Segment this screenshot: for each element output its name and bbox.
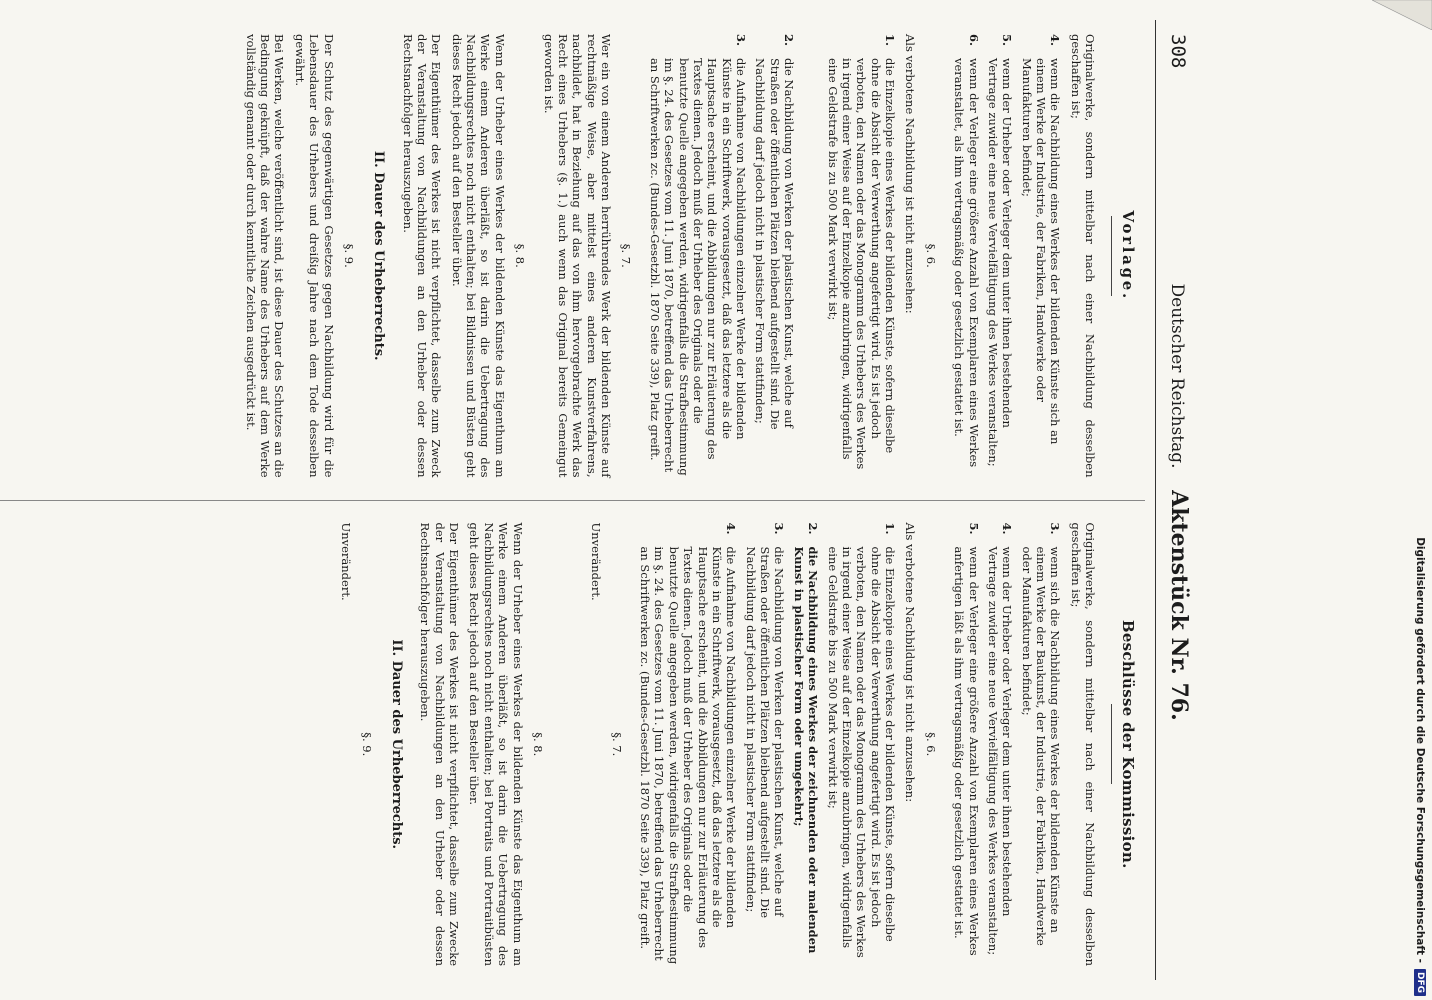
paragraph: Wenn der Urheber eines Werkes der bildenden Künste das Eigenthum am Werke einem Anderen überläßt, so ist darin die Uebertragung des Nachbildungsrechtes noch nicht enthalten; bei Portraits und Portraitbüsten geht dieses Recht jedoch auf den Besteller über. [467,522,525,966]
list-item: 4. die Aufnahme von Nachbildungen einzelner Werke der bildenden Künste in ein Schriftwerk, vorausgesetzt, daß das letztere als die Hauptsache erscheint, und die Abbildungen nur zur Erläuterung des Textes dienen. Jedoch muß der Urheber des Originals oder die benutzte Quelle angegeben werden, widrigenfalls die Strafbestimmung im §. 24. des Gesetzes vom 11. Juni 1870, betreffend das Urheberrecht an Schriftwerken zc. (Bundes-Gesetzbl. 1870 Seite 339), Platz greift. [638,522,739,965]
column-heading-kommission: Beschlüsse der Kommission. [1119,619,1137,869]
list-item: 5. wenn der Verleger eine größere Anzahl von Exemplaren eines Werkes anfertigen läßt als ihm vertragsmäßig oder gesetzlich gestattet ist. [952,522,981,956]
section-6-heading: §. 6. [923,732,938,757]
digitization-stamp [1408,6,1430,996]
part-heading: II. Dauer des Urheberrechts. [389,639,404,850]
section-6-heading: §. 6. [923,243,938,268]
list-item: 1. die Einzelkopie eines Werkes der bildenden Künste, sofern dieselbe ohne die Absicht der Verwerthung angefertigt wird. Es ist jedoch verboten, den Namen oder das Monogramm des Urhebers des Werkes in irgend einer Weise auf der Einzelkopie anzubringen, widrigenfalls eine Geldstrafe bis zu 500 Mark verwirkt ist; [825,34,898,470]
paragraph: Als verbotene Nachbildung ist nicht anzusehen: [903,34,918,314]
list-item: 5. wenn der Urheber oder Verleger dem unter ihnen bestehenden Vertrage zuwider eine neue Vervielfältigung des Werkes veranstalten; [986,34,1015,467]
list-item: 3. die Nachbildung von Werken der plastischen Kunst, welche auf Straßen oder öffentlichen Plätzen bleibend aufgestellt sind. Die Nachbildung darf jedoch nicht in plastischer Form stattfinden; [743,522,787,919]
section-7-heading: §. 7. [609,732,624,757]
page-number: 308 [1167,34,1189,69]
list-item: 2. die Nachbildung eines Werkes der zeichnenden oder malenden Kunst in plastischer Form oder umgekehrt; [791,522,821,954]
paragraph: Originalwerke, sondern mittelbar nach einer Nachbildung desselben geschaffen ist; [1068,522,1098,966]
stamp-text: Digitalisierung gefördert durch die Deutsche Forschungsgemeinschaft - [1414,537,1426,963]
header-title [1166,284,1192,721]
section-9-heading: §. 9. [359,732,374,757]
column-heading-vorlage: Vorlage. [1119,210,1137,301]
section-7-heading: §. 7. [619,243,634,268]
page-header [1155,20,1192,980]
paragraph: Unverändert. [589,522,604,601]
list-item: 4. wenn der Urheber oder Verleger dem unter ihnen bestehenden Vertrage zuwider eine neue Vervielfältigung des Werkes veranstalten; [986,522,1015,956]
paragraph: Wer ein von einem Anderen herrührendes Werk der bildenden Künste auf rechtmäßige Weise, aber mittelst eines anderen Kunstverfahrens, nachbildet, hat in Beziehung auf das von ihm hervorgebrachte Werk das Recht eines Urhebers (§. 1.) auch wenn das Original bereits Gemeingut geworden ist. [541,34,614,478]
section-8-heading: §. 8. [531,732,545,757]
list-item: 3. die Aufnahme von Nachbildungen einzelner Werke der bildenden Künste in ein Schriftwerk, vorausgesetzt, daß das letztere als die Hauptsache erscheint, und die Abbildungen nur zur Erläuterung des Textes dienen. Jedoch muß der Urheber des Originals oder die benutzte Quelle angegeben werden, widrigenfalls die Strafbestimmung im §. 24. des Gesetzes vom 11. Juni 1870, betreffend das Urheberrecht an Schriftwerken zc. (Bundes-Gesetzbl. 1870 Seite 339), Platz greift. [647,34,749,476]
list-item: 6. wenn der Verleger eine größere Anzahl von Exemplaren eines Werkes veranstaltet, als ihm vertragsmäßig oder gesetzlich gestattet ist. [952,34,981,468]
document-number: Aktenstück Nr. 76. [1166,490,1192,721]
reichstag-title: Deutscher Reichstag. [1167,283,1187,469]
section-9-heading: §. 9. [342,243,356,268]
paragraph: Der Eigenthümer des Werkes ist nicht verpflichtet, dasselbe zum Zwecke der Veranstaltung von Nachbildungen an den Urheber oder dessen Rechtsnachfolger herauszugeben. [418,522,462,966]
paragraph: Bei Werken, welche veröffentlicht sind, ist diese Dauer des Schutzes an die Bedingung geknüpft, daß der wahre Name des Urhebers auf dem Werke vollständig genannt oder durch kenntliche Zeichen ausgedrückt ist. [243,34,287,478]
column-vorlage [0,34,1145,501]
list-item: 3. wenn sich die Nachbildung eines Werkes der bildenden Künste an einem Werke der Baukunst, der Industrie, der Fabriken, Handwerke oder Manufakturen befindet; [1019,522,1063,946]
section-8-heading: §. 8. [513,243,528,268]
paragraph: Originalwerke, sondern mittelbar nach einer Nachbildung desselben geschaffen ist; [1068,34,1098,478]
list-item: 4. wenn die Nachbildung eines Werkes der bildenden Künste sich an einem Werke der Industrie, der Fabriken, Handwerke oder Manufakturen befindet; [1019,34,1063,445]
paragraph: Unverändert. [339,522,354,601]
paragraph: Wenn der Urheber eines Werkes der bildenden Künste das Eigenthum am Werke einem Anderen überläßt, so ist darin die Uebertragung des Nachbildungsrechtes noch nicht enthalten; bei Bildnissen und Büsten geht dieses Recht jedoch auf den Besteller über. [449,34,507,478]
part-heading: II. Dauer des Urheberrechts. [371,150,387,361]
list-item: 1. die Einzelkopie eines Werkes der bildenden Künste, sofern dieselbe ohne die Absicht der Verwerthung angefertigt wird. Es ist jedoch verboten, den Namen oder das Monogramm des Urhebers des Werkes in irgend einer Weise auf der Einzelkopie anzubringen, widrigenfalls eine Geldstrafe bis zu 500 Mark verwirkt ist; [825,522,898,958]
column-kommission [0,523,1145,967]
paragraph: Der Eigenthümer des Werkes ist nicht verpflichtet, dasselbe zum Zweck der Veranstaltung von Nachbildungen an den Urheber oder dessen Rechtsnachfolger herauszugeben. [400,34,444,478]
corner-fold [1372,0,1432,30]
document-page [0,20,1198,980]
list-item: 2. die Nachbildung von Werken der plastischen Kunst, welche auf Straßen oder öffentlichen Plätzen bleibend aufgestellt sind. Die Nachbildung darf jedoch nicht in plastischer Form stattfinden; [753,34,797,430]
paragraph: Der Schutz des gegenwärtigen Gesetzes gegen Nachbildung wird für die Lebensdauer des Urhebers und dreißig Jahre nach dem Tode desselben gewährt. [292,34,336,478]
dfg-logo: DFG [1414,969,1426,996]
paragraph: Als verbotene Nachbildung ist nicht anzusehen: [903,522,918,803]
